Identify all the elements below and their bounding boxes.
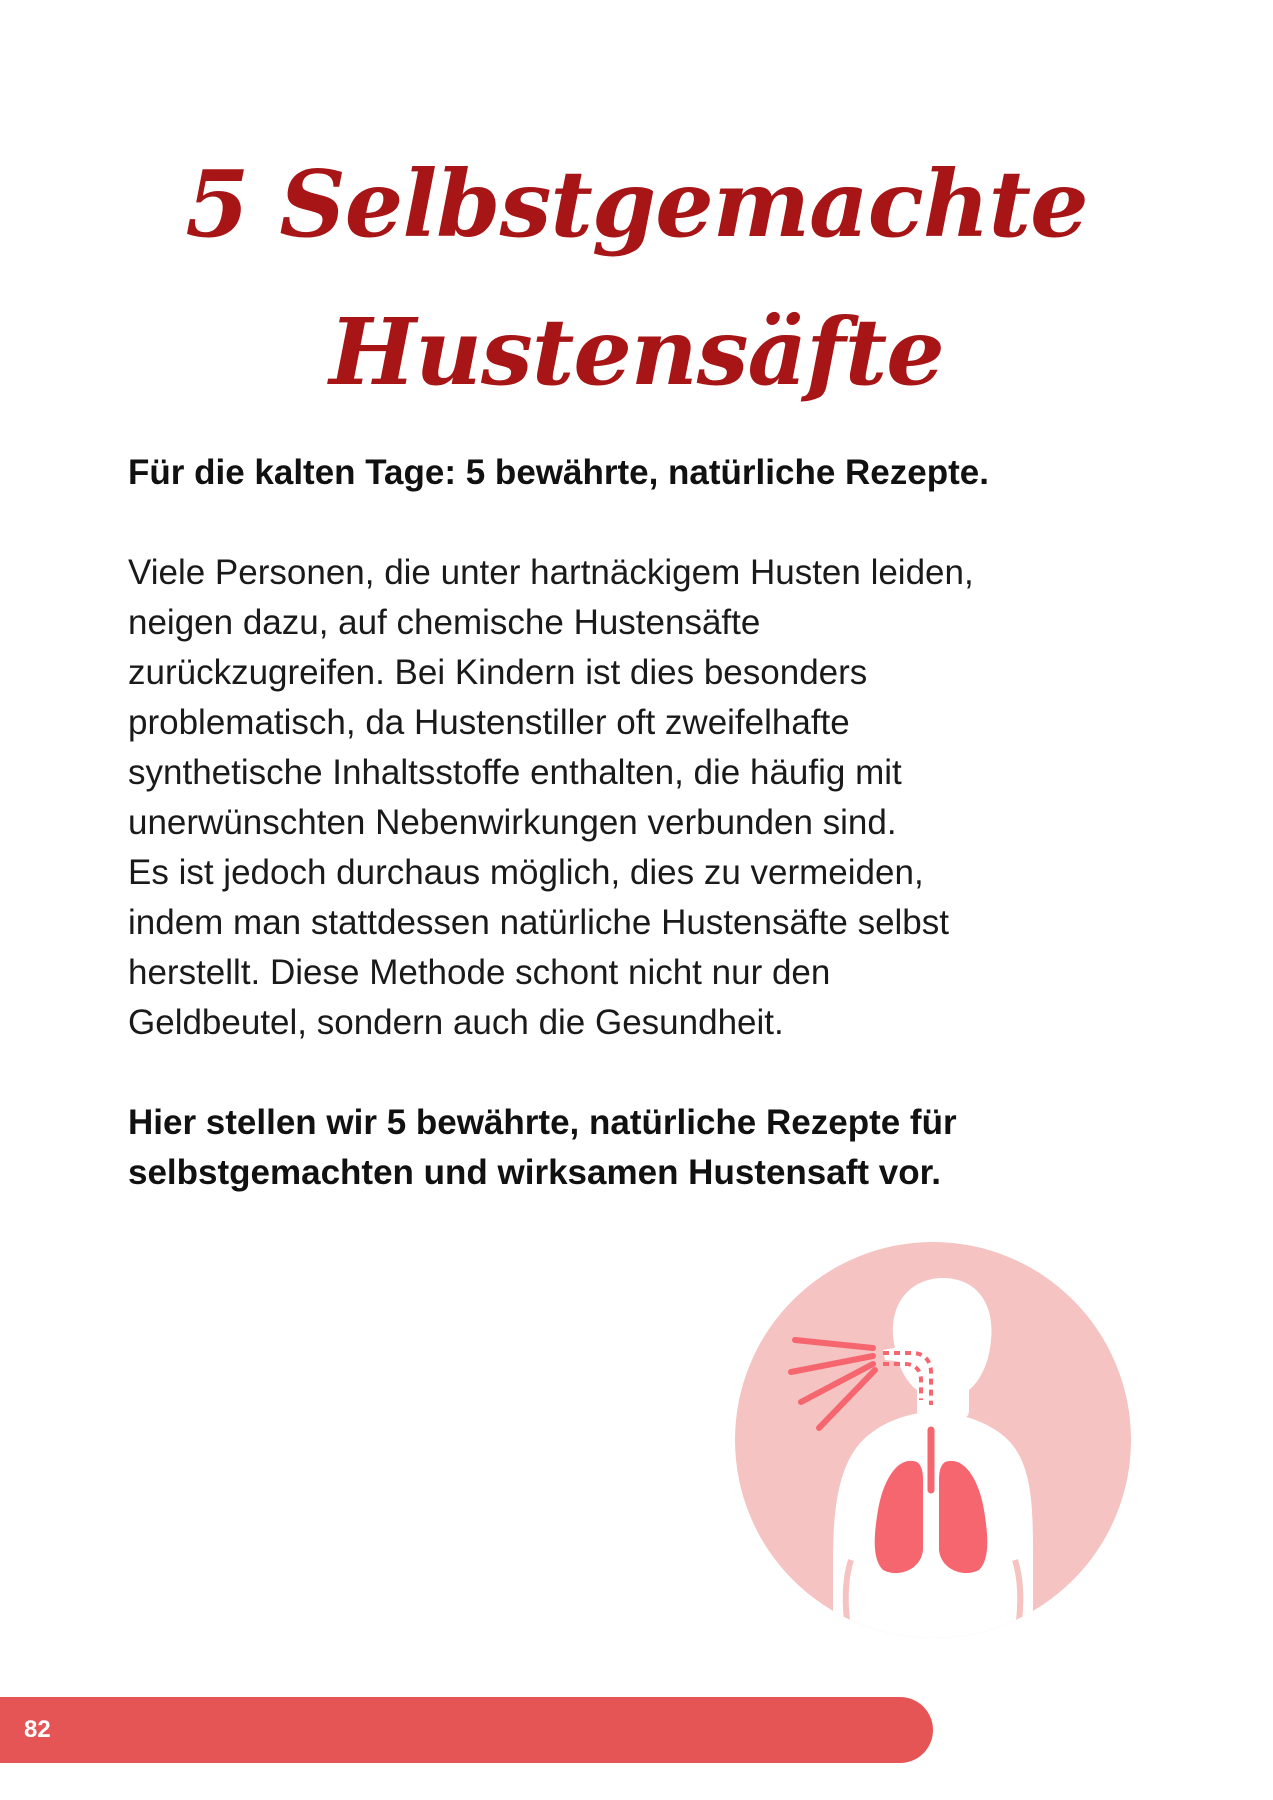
subtitle: Für die kalten Tage: 5 bewährte, natürliche Rezepte. xyxy=(128,453,989,492)
body-line: problematisch, da Hustenstiller oft zweifelhafte xyxy=(128,703,850,742)
body-line: Es ist jedoch durchaus möglich, dies zu vermeiden, xyxy=(128,853,924,892)
page-title-line-1: 5 Selbstgemachte xyxy=(185,150,1088,258)
closing-line: selbstgemachten und wirksamen Hustensaft vor. xyxy=(128,1153,942,1192)
body-line: Viele Personen, die unter hartnäckigem Husten leiden, xyxy=(128,553,974,592)
body-line: Geldbeutel, sondern auch die Gesundheit. xyxy=(128,1003,784,1042)
coughing-person-lungs-icon xyxy=(733,1240,1133,1640)
footer-bar xyxy=(0,1697,933,1763)
page-title xyxy=(0,130,1273,426)
page-title-line-2: Hustensäfte xyxy=(329,298,944,406)
body-line: neigen dazu, auf chemische Hustensäfte xyxy=(128,603,761,642)
body-line: unerwünschten Nebenwirkungen verbunden sind. xyxy=(128,803,897,842)
body-line: synthetische Inhaltsstoffe enthalten, die häufig mit xyxy=(128,753,902,792)
closing-statement xyxy=(128,1098,1178,1198)
body-line: indem man stattdessen natürliche Hustensäfte selbst xyxy=(128,903,949,942)
closing-line: Hier stellen wir 5 bewährte, natürliche Rezepte für xyxy=(128,1103,957,1142)
body-line: herstellt. Diese Methode schont nicht nur den xyxy=(128,953,831,992)
body-line: zurückzugreifen. Bei Kindern ist dies besonders xyxy=(128,653,868,692)
body-paragraph xyxy=(128,548,1178,1048)
page-number: 82 xyxy=(24,1716,51,1743)
